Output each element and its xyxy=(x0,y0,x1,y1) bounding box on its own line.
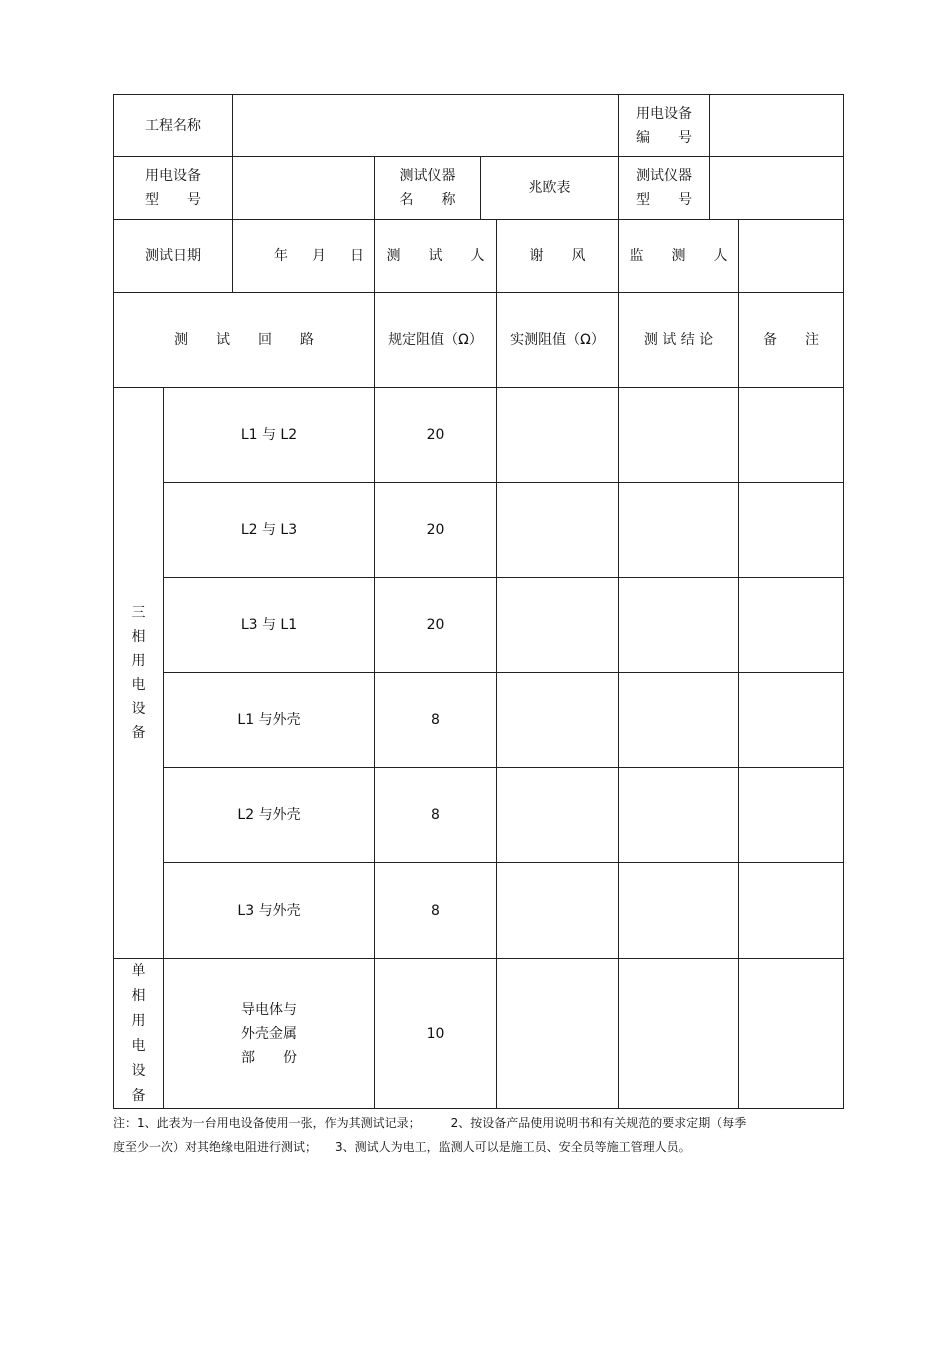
header-spec-resistance: 规定阻值（Ω） xyxy=(388,332,483,348)
date-month: 月 xyxy=(312,248,326,264)
group-char: 三 xyxy=(131,605,146,621)
monitor-value xyxy=(739,220,843,292)
tester-label: 测 试 人 xyxy=(386,248,485,264)
row-circuit: L2 与外壳 xyxy=(237,807,301,823)
instrument-name-value: 兆欧表 xyxy=(528,180,571,196)
date-year: 年 xyxy=(274,248,288,264)
rule xyxy=(113,1108,844,1109)
device-model-label-line2: 型 号 xyxy=(145,192,201,208)
device-model-label-line1: 用电设备 xyxy=(145,168,201,184)
single-circuit-line: 部 份 xyxy=(241,1049,297,1066)
group-char: 备 xyxy=(131,725,146,741)
single-circuit-line: 外壳金属 xyxy=(241,1025,297,1042)
group-char: 单 xyxy=(131,962,146,979)
project-name-value xyxy=(233,95,618,156)
instrument-model-label-line1: 测试仪器 xyxy=(636,168,692,184)
date-day: 日 xyxy=(350,248,364,264)
tester-value: 谢 风 xyxy=(529,248,586,264)
group-char: 备 xyxy=(131,1087,146,1104)
group-char: 用 xyxy=(131,653,146,669)
row-circuit: L3 与 L1 xyxy=(240,617,298,633)
device-number-label-line2: 编 号 xyxy=(636,129,692,146)
device-number-label-line1: 用电设备 xyxy=(636,105,692,122)
row-circuit: L1 与 L2 xyxy=(240,427,298,443)
note-line-2: 度至少一次）对其绝缘电阻进行测试； 3、测试人为电工，监测人可以是施工员、安全员等施工管理人员。 xyxy=(113,1140,691,1154)
header-measured-resistance: 实测阻值（Ω） xyxy=(510,332,605,348)
device-model-value xyxy=(233,157,374,219)
instrument-name-label xyxy=(375,157,480,219)
rule xyxy=(843,94,844,1109)
row-spec: 8 xyxy=(431,712,440,728)
group-char: 用 xyxy=(131,1012,146,1029)
single-circuit-line: 导电体与 xyxy=(241,1001,297,1018)
test-date-label: 测试日期 xyxy=(145,248,201,264)
row-spec: 20 xyxy=(426,427,445,443)
note-line-1: 注：1、此表为一台用电设备使用一张，作为其测试记录； 2、按设备产品使用说明书和有关规范的要求定期（每季 xyxy=(113,1116,747,1130)
row-spec: 20 xyxy=(426,522,445,538)
group-char: 电 xyxy=(131,1037,146,1054)
instrument-model-value xyxy=(710,157,843,219)
row-circuit: L2 与 L3 xyxy=(240,522,298,538)
monitor-label: 监 测 人 xyxy=(629,248,728,264)
instrument-name-label-line2: 名 称 xyxy=(399,192,456,208)
project-name-label: 工程名称 xyxy=(145,117,201,134)
group-char: 相 xyxy=(131,987,146,1004)
device-number-label xyxy=(619,95,709,156)
group-char: 设 xyxy=(131,701,146,717)
header-remark: 备 注 xyxy=(763,332,819,348)
group-char: 电 xyxy=(131,677,146,693)
test-date-value xyxy=(233,220,374,292)
device-number-value xyxy=(710,95,843,156)
instrument-name-label-line1: 测试仪器 xyxy=(399,168,456,184)
single-row-spec: 10 xyxy=(426,1025,445,1042)
device-model-label xyxy=(114,157,232,219)
row-spec: 8 xyxy=(431,807,440,823)
header-circuit: 测 试 回 路 xyxy=(174,332,314,348)
row-circuit: L1 与外壳 xyxy=(237,712,301,728)
row-spec: 20 xyxy=(426,617,445,633)
instrument-model-label xyxy=(619,157,709,219)
three-phase-group-label xyxy=(114,388,163,958)
single-phase-group-label xyxy=(114,959,163,1108)
group-char: 相 xyxy=(131,629,146,645)
header-conclusion: 测 试 结 论 xyxy=(643,332,714,348)
row-spec: 8 xyxy=(431,902,440,919)
single-row-circuit xyxy=(164,959,374,1108)
instrument-model-label-line2: 型 号 xyxy=(636,192,692,208)
row-circuit: L3 与外壳 xyxy=(237,902,301,919)
group-char: 设 xyxy=(131,1062,146,1079)
